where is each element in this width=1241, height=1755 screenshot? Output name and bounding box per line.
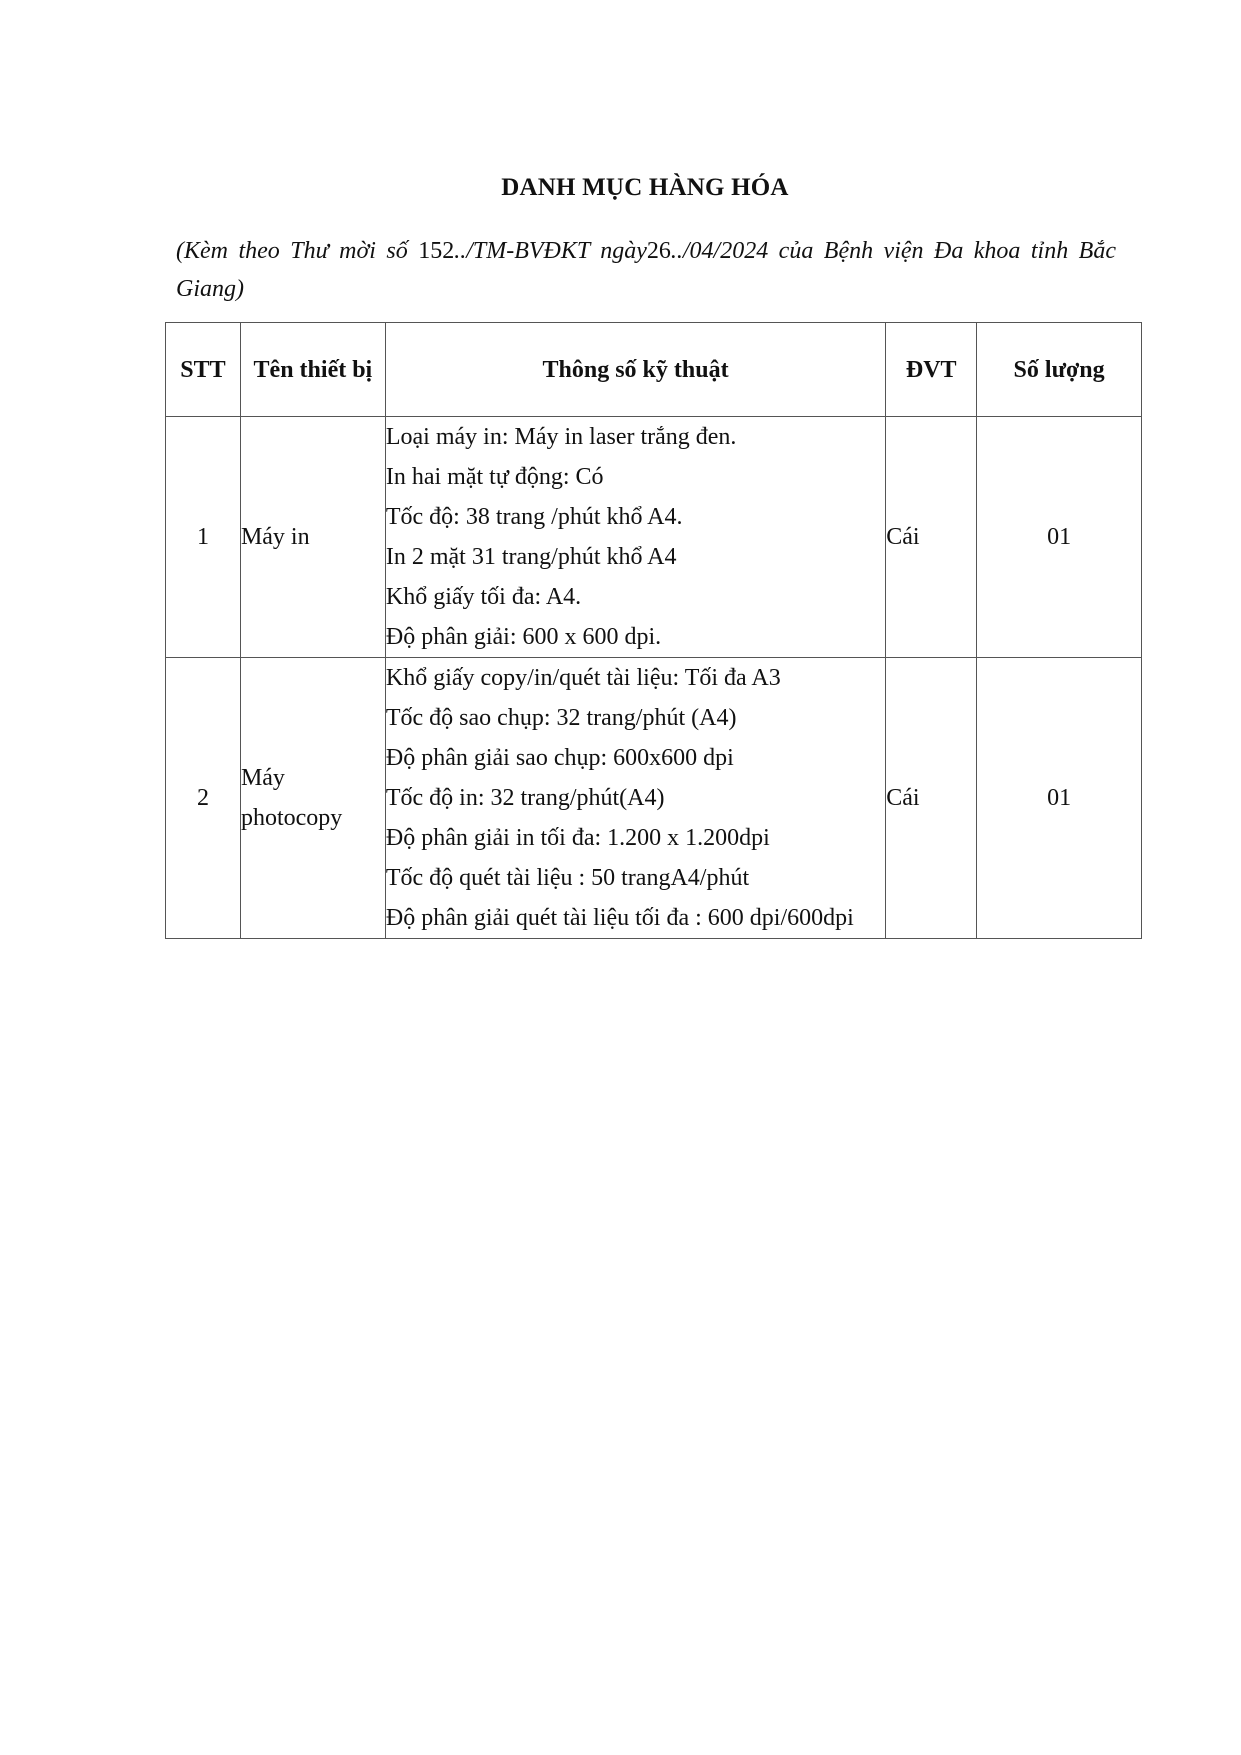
spec-line: Tốc độ: 38 trang /phút khổ A4.: [385, 504, 683, 530]
row-device-name: Máy in: [240, 417, 385, 658]
spec-line: Tốc độ in: 32 trang/phút(A4): [385, 785, 665, 811]
header-stt: STT: [166, 323, 241, 417]
row-specification: [385, 417, 885, 658]
row-device-name: Máy photocopy: [240, 658, 385, 939]
spec-line: Độ phân giải in tối đa: 1.200 x 1.200dpi: [385, 825, 770, 851]
spec-line: In 2 mặt 31 trang/phút khổ A4: [385, 544, 677, 570]
header-unit: ĐVT: [886, 323, 977, 417]
spec-line: Độ phân giải quét tài liệu tối đa : 600 dpi/600dpi: [385, 905, 854, 931]
subtitle-text-1: (Kèm theo Thư mời số: [176, 238, 419, 264]
spec-line: Khổ giấy tối đa: A4.: [385, 584, 582, 610]
row-quantity: 01: [977, 417, 1142, 658]
row-stt: 1: [166, 417, 241, 658]
goods-table: [165, 322, 1142, 939]
subtitle-text-3: ../04/2024 của Bệnh viện Đa khoa tỉnh Bắc Giang): [176, 238, 1116, 302]
row-stt: 2: [166, 658, 241, 939]
letter-day: 26: [646, 238, 671, 264]
spec-line: In hai mặt tự động: Có: [385, 464, 604, 490]
row-quantity: 01: [977, 658, 1142, 939]
subtitle-text-2: ../TM-BVĐKT ngày: [454, 238, 647, 264]
document-subtitle: [176, 232, 1116, 308]
row-unit: Cái: [886, 658, 977, 939]
table-row: [166, 658, 1142, 939]
spec-line: Loại máy in: Máy in laser trắng đen.: [385, 424, 737, 450]
letter-number: 152: [418, 238, 455, 264]
header-specification: Thông số kỹ thuật: [385, 323, 885, 417]
spec-line: Khổ giấy copy/in/quét tài liệu: Tối đa A3: [385, 665, 781, 691]
spec-line: Tốc độ quét tài liệu : 50 trangA4/phút: [385, 865, 750, 891]
table-header-row: [166, 323, 1142, 417]
document-title: DANH MỤC HÀNG HÓA: [501, 174, 789, 201]
header-quantity: Số lượng: [977, 323, 1142, 417]
spec-line: Độ phân giải sao chụp: 600x600 dpi: [385, 745, 734, 771]
table-row: [166, 417, 1142, 658]
header-device-name: Tên thiết bị: [240, 323, 385, 417]
row-specification: [385, 658, 885, 939]
spec-line: Tốc độ sao chụp: 32 trang/phút (A4): [385, 705, 737, 731]
row-unit: Cái: [886, 417, 977, 658]
spec-line: Độ phân giải: 600 x 600 dpi.: [385, 624, 662, 650]
